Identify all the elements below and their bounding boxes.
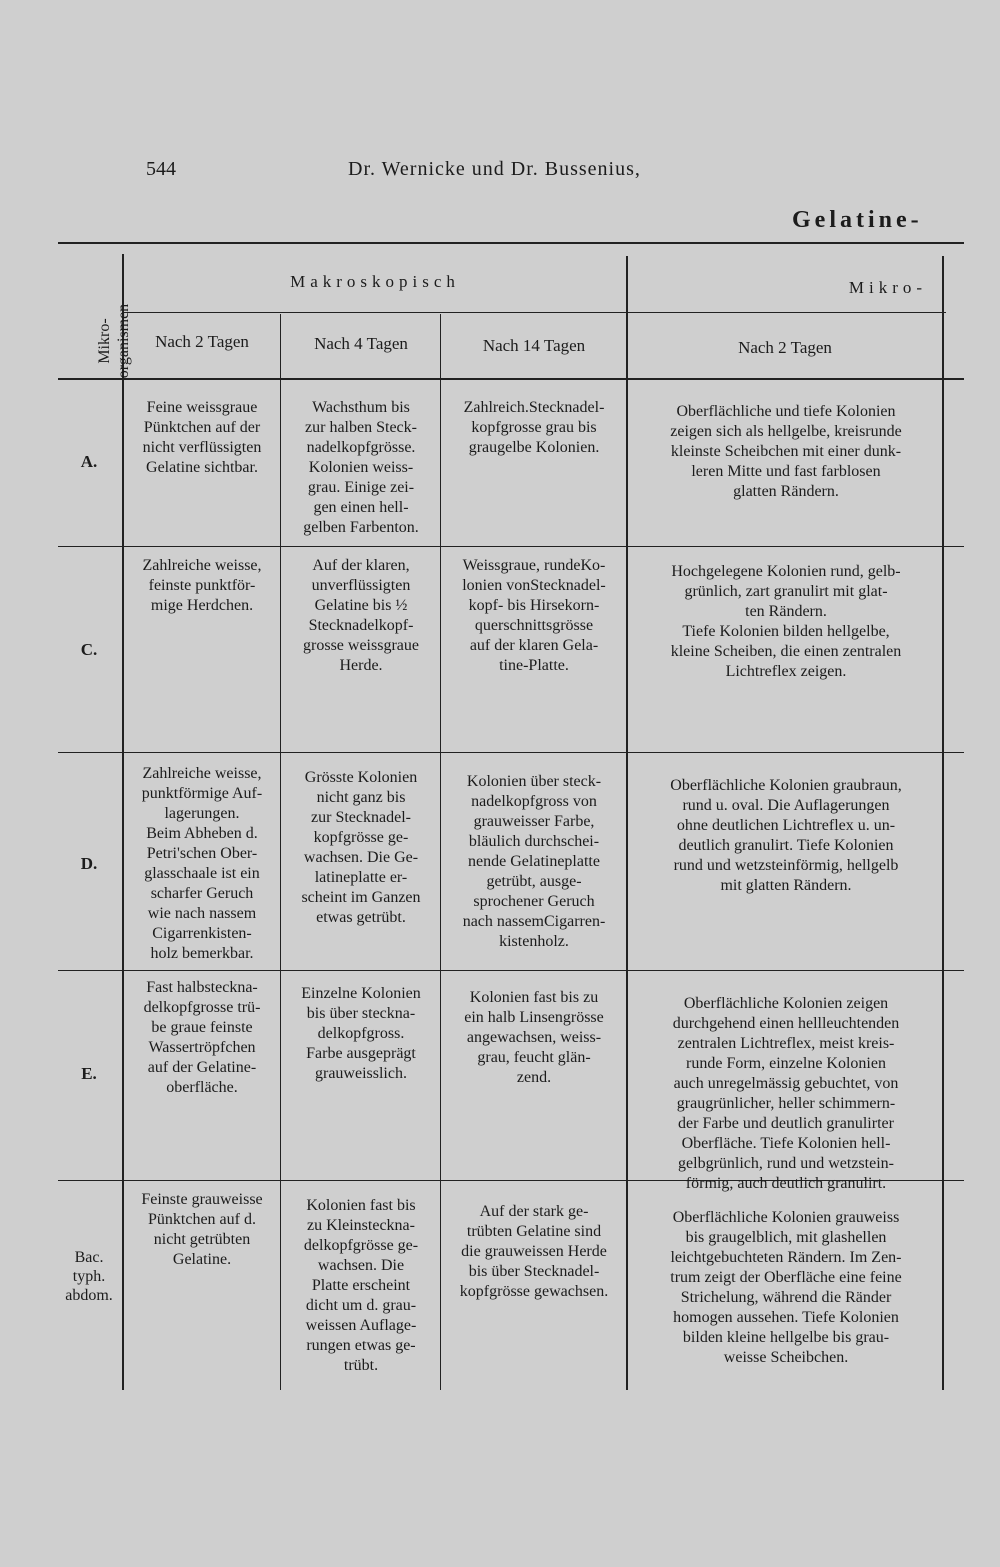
page-number: 544 bbox=[146, 158, 176, 180]
cell-day4: Wachsthum bis zur halben Steck- nadelkopfgrösse. Kolonien weiss- grau. Einige zei- gen einen hell- gelben Farbenton. bbox=[303, 399, 419, 536]
rule-col1 bbox=[280, 314, 281, 1390]
col0-header: Mikro- organismen bbox=[96, 303, 132, 379]
section-title: Gelatine- bbox=[792, 207, 923, 233]
results-table bbox=[58, 242, 964, 1390]
col-header-2: Nach 4 Tagen bbox=[314, 334, 408, 353]
rule-header-bottom bbox=[58, 378, 964, 380]
cell-day14: Auf der stark ge- trübten Gelatine sind die grauweissen Herde bis über Stecknadel- kopfgrösse gewachsen. bbox=[459, 1203, 609, 1300]
rule-row-c bbox=[58, 546, 964, 547]
cell-day2: Zahlreiche weisse, punktförmige Auf- lagerungen. Beim Abheben d. Petri'schen Ober- glasschaale ist ein scharfer Geruch wie nach nassem Cigarrenkisten- holz bemerkbar. bbox=[141, 765, 263, 962]
cell-day2: Zahlreiche weisse, feinste punktför- mige Herdchen. bbox=[142, 557, 262, 614]
rule-row-e bbox=[58, 970, 964, 971]
col-header-1: Nach 2 Tagen bbox=[155, 332, 249, 351]
cell-day2: Feine weissgraue Pünktchen auf der nicht verflüssigten Gelatine sichtbar. bbox=[142, 399, 262, 476]
cell-day14: Kolonien über steck- nadelkopfgross von grauweisser Farbe, bläulich durchschei- nende Gelatineplatte getrübt, ausge- sprochener Geruch nach nassemCigarren- kistenholz. bbox=[462, 773, 606, 950]
cell-day14: Weissgraue, rundeKo- lonien vonStecknadel- kopf- bis Hirsekorn- querschnittsgrösse auf der klaren Gela- tine-Platte. bbox=[462, 557, 606, 674]
organism-label: Bac. typh. abdom. bbox=[65, 1249, 113, 1304]
organism-label: A. bbox=[80, 452, 98, 471]
rule-row-d bbox=[58, 752, 964, 753]
rule-subheader bbox=[124, 312, 946, 313]
running-head: Dr. Wernicke und Dr. Bussenius, bbox=[348, 158, 641, 180]
cell-micro-day2: Hochgelegene Kolonien rund, gelb- grünlich, zart granulirt mit glat- ten Rändern. Tiefe Kolonien bilden hellgelbe, kleine Scheiben, die einen zentralen Lichtreflex zeigen. bbox=[670, 563, 902, 680]
rule-col4 bbox=[942, 256, 944, 1390]
cell-micro-day2: Oberflächliche Kolonien grauweiss bis graugelblich, mit glashellen leichtgebuchteten Rändern. Im Zen- trum zeigt der Oberfläche eine feine Strichelung, während die Ränder homogen aussehen. Tiefe Kolonien bilden kleine hellgelbe bis grau- weisse Scheibchen. bbox=[670, 1209, 902, 1366]
organism-label: C. bbox=[80, 640, 98, 659]
cell-day4: Kolonien fast bis zu Kleinsteckna- delkopfgrösse ge- wachsen. Die Platte erscheint dicht um d. grau- weissen Auflage- rungen etwas ge- trübt. bbox=[303, 1197, 419, 1374]
rule-col3 bbox=[626, 256, 628, 1390]
col-header-4: Nach 2 Tagen bbox=[738, 338, 832, 357]
group-header-makro: Makroskopisch bbox=[290, 272, 460, 291]
cell-day2: Feinste grauweisse Pünktchen auf d. nicht getrübten Gelatine. bbox=[141, 1191, 263, 1268]
cell-day4: Auf der klaren, unverflüssigten Gelatine bis ½ Stecknadelkopf- grosse weissgraue Herde. bbox=[303, 557, 419, 674]
cell-day14: Zahlreich.Stecknadel- kopfgrosse grau bis graugelbe Kolonien. bbox=[463, 399, 605, 456]
cell-day14: Kolonien fast bis zu ein halb Linsengrösse angewachsen, weiss- grau, feucht glän- zend. bbox=[464, 989, 604, 1086]
cell-day2: Fast halbsteckna- delkopfgrosse trü- be graue feinste Wassertröpfchen auf der Gelatine- oberfläche. bbox=[143, 979, 261, 1096]
rule-top bbox=[58, 242, 964, 244]
cell-day4: Einzelne Kolonien bis über steckna- delkopfgross. Farbe ausgeprägt grauweisslich. bbox=[301, 985, 421, 1082]
cell-micro-day2: Oberflächliche Kolonien graubraun, rund u. oval. Die Auflagerungen ohne deutlichen Lichtreflex u. un- deutlich granulirt. Tiefe Kolonien rund und wetzsteinförmig, hellgelb mit glatten Rändern. bbox=[670, 777, 902, 894]
cell-micro-day2: Oberflächliche Kolonien zeigen durchgehend einen hellleuchtenden zentralen Lichtreflex, meist kreis- runde Form, einzelne Kolonien auch unregelmässig gebuchtet, von graugrünlicher, heller schimmern- der Farbe und deutlich granulirter Oberfläche. Tiefe Kolonien hell- gelbgrünlich, rund und wetzstein- förmig, auch deutlich granulirt. bbox=[672, 995, 900, 1192]
organism-label: E. bbox=[81, 1064, 97, 1083]
col-header-3: Nach 14 Tagen bbox=[482, 336, 586, 355]
group-header-mikro: Mikro- bbox=[848, 278, 928, 297]
rule-col2 bbox=[440, 314, 441, 1390]
cell-micro-day2: Oberflächliche und tiefe Kolonien zeigen sich als hellgelbe, kreisrunde kleinste Scheibchen mit einer dunk- leren Mitte und fast farblosen glatten Rändern. bbox=[670, 403, 902, 500]
cell-day4: Grösste Kolonien nicht ganz bis zur Stecknadel- kopfgrösse ge- wachsen. Die Ge- latineplatte er- scheint im Ganzen etwas getrübt. bbox=[301, 769, 421, 926]
organism-label: D. bbox=[80, 854, 98, 873]
